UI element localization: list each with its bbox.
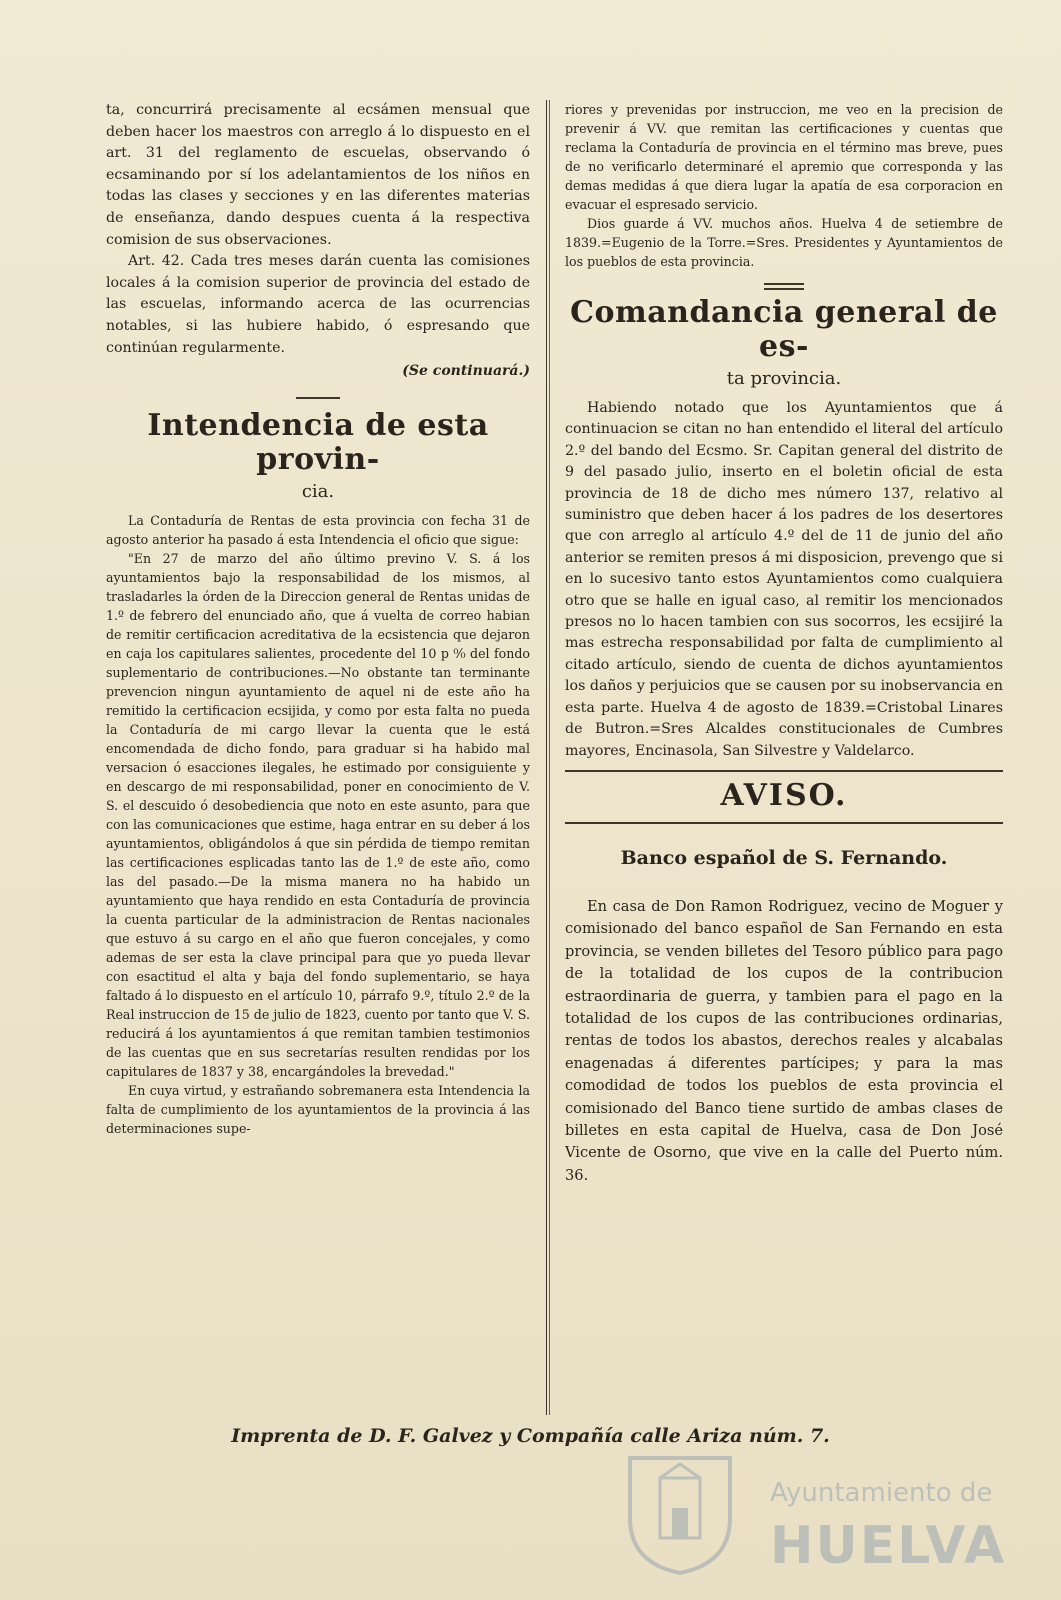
intendencia-heading: Intendencia de esta provin- [147,407,489,477]
banco-notice: En casa de Don Ramon Rodriguez, vecino de Moguer y comisionado del banco español de San Fernando en esta provincia, se venden billetes del Tesoro público para pago de la totalidad de los cupos de la contribucion estraordinaria de guerra, y tambien para el pago en la totalidad de los cupos de las contribuciones ordinarias, rentas de todos los abastos, derechos reales y alcabalas enagenadas á diferentes partícipes; y para la mas comodidad de todos los pueblos de esta provincia el comisionado del Banco tiene surtido de ambas clases de billetes en esta capital de Huelva, casa de Don José Vicente de Osorno, que vive en la calle del Puerto núm. 36. [565,897,1003,1184]
watermark-line1: Ayuntamiento de [770,1478,993,1508]
continue-note: (Se continuará.) [402,363,530,380]
column-divider [546,100,547,1415]
dios-guarde: Dios guarde á VV. muchos años. Huelva 4 de setiembre de 1839.=Eugenio de la Torre.=Sres. Presidentes y Ayuntamientos de los pueblos de esta provincia. [565,216,1003,269]
right-paragraph-1: riores y prevenidas por instruccion, me veo en la precision de prevenir á VV. que remitan las certificaciones y cuentas que reclama la Contaduría de provincia en el término mas breve, pues de no verificarlo determinaré el apremio que corresponda y las demas medidas á que diera lugar la apatía de esa corporacion en evacuar el espresado servicio. [565,102,1003,212]
contaduria-letter: "En 27 de marzo del año último previno V. S. á los ayuntamientos bajo la responsabilidad de los mismos, al trasladarles la órden de la Direccion general de Rentas unidas de 1.º de febrero del enunciado año, que á vuelta de correo habian de remitir certificacion acreditativa de la ecsistencia que dejaron en caja los capitulares salientes, procedente del 10 p ⁰⁄₀ del fondo suplementario de contribuciones.—No obstante tan terminante prevencion ningun ayuntamiento de aquel ni de este año ha remitido la certificacion ecsijida, y como por esta falta no pueda la Contaduría de mi cargo llevar la cuenta que le está encomendada de dicho fondo, para graduar si ha habido mal versacion ó esacciones ilegales, he estimado por consiguiente y en descargo de mi responsabilidad, poner en conocimiento de V. S. el descuido ó desobediencia que noto en este asunto, para que con las comunicaciones que estime, haga entrar en su deber á los ayuntamientos, obligándolos á que sin pérdida de tiempo remitan las certificaciones esplicadas tanto las de 1.º de este año, como las del pasado.—De la misma manera no ha habido un ayuntamiento que haya rendido en esta Contaduría de provincia la cuenta particular de la administracion de Rentas nacionales que estuvo á su cargo en el año que fueron concejales, y como ademas de ser esta la clave principal para que yo pueda llevar con esactitud el alta y baja del fondo suplementario, se haya faltado á lo dispuesto en el artículo 10, párrafo 9.º, título 2.º de la Real instruccion de 15 de julio de 1823, cuento por tanto que V. S. reducirá á los ayuntamientos á que remitan tambien testimonios de las cuentas que en sus secretarías resulten rendidas por los capitulares de 1837 y 38, encargándoles la brevedad." [106,550,530,1079]
article-42: Art. 42. Cada tres meses darán cuenta las comisiones locales á la comision superior de provincia del estado de las escuelas, informando acerca de las ocurrencias notables, si las hubiere habido, ó espresando que continúan regularmente. [106,253,530,356]
column-divider-inner [549,100,550,1415]
aviso-heading: AVISO. [720,777,848,813]
intendencia-heading-cont: cia. [301,480,335,502]
aviso-rule [565,770,1003,772]
section-rule [296,397,340,399]
watermark-line2: HUELVA [770,1516,1007,1576]
comandancia-notice: Habiendo notado que los Ayuntamientos que á continuacion se citan no han entendido el literal del artículo 2.º del bando del Ecsmo. Sr. Capitan general del distrito de 9 del pasado julio, inserto en el boletin oficial de esta provincia de 18 de dicho mes número 137, relativo al suministro que deben hacer á los padres de los desertores que con arreglo al artículo 4.º del de 11 de junio del año anterior se remiten presos á mi disposicion, prevengo que si en lo sucesivo tanto estos Ayuntamientos como cualquiera otro que se halle en igual caso, al remitir los mencionados presos no lo hacen tambien con sus socorros, les ecsijiré la mas estrecha responsabilidad por falta de cumplimiento al citado artículo, siendo de cuenta de dichos ayuntamientos los daños y perjuicios que se causen por su inobservancia en esta parte. Huelva 4 de agosto de 1839.=Cristobal Linares de Butron.=Sres Alcaldes constitucionales de Cumbres mayores, Encinasola, San Silvestre y Valdelarco. [565,400,1003,759]
right-column [565,100,1003,1410]
aviso-rule-bottom [565,822,1003,824]
banco-heading: Banco español de S. Fernando. [620,846,948,869]
intendencia-intro: La Contaduría de Rentas de esta provincia con fecha 31 de agosto anterior ha pasado á esta Intendencia el oficio que sigue: [106,512,530,547]
comandancia-heading: Comandancia general de es- [570,295,998,364]
left-paragraph-1: ta, concurrirá precisamente al ecsámen mensual que deben hacer los maestros con arreglo á lo dispuesto en el art. 31 del reglamento de escuelas, observando ó ecsaminando por sí los adelantamientos de los niños en todas las clases y secciones y en las diferentes materias de enseñanza, dando despues cuenta á la respectiva comision de sus observaciones. [106,102,530,248]
left-column [106,100,530,1410]
intendencia-resolution: En cuya virtud, y estrañando sobremanera esta Intendencia la falta de cumplimiento de los ayuntamientos de la provincia á las determinaciones supe- [106,1082,530,1136]
comandancia-heading-cont: ta provincia. [726,368,842,389]
city-shield-icon [620,1448,740,1578]
watermark [620,1436,1007,1586]
section-rule-double [764,283,804,290]
printer-footer: Imprenta de D. F. Galvez y Compañía calle Ariza núm. 7. [231,1425,830,1447]
